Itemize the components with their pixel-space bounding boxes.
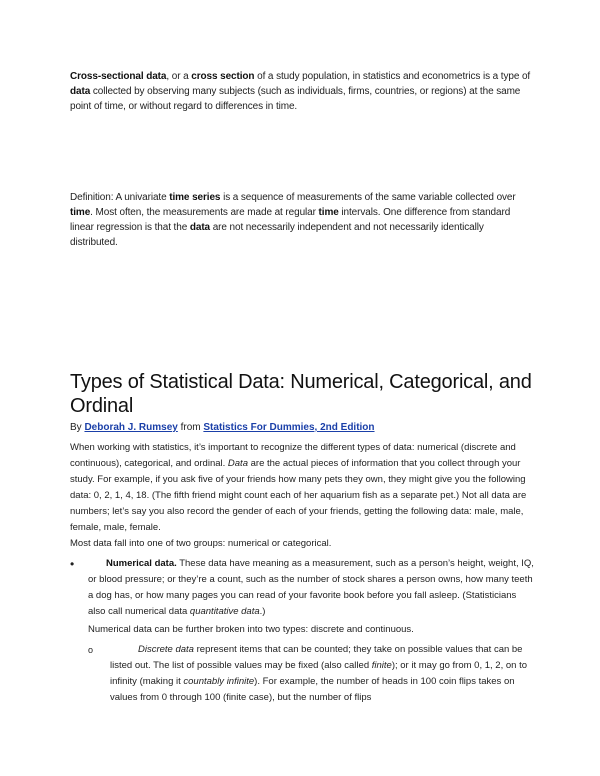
bullet-icon: • [70,557,75,571]
groups-paragraph: Most data fall into one of two groups: numerical or categorical. [70,538,332,549]
time-series-definition: Definition: A univariate time series is a sequence of measurements of the same variable collected over time. Most often, the measurements are made at regular time intervals. One difference from standard linear regression is that the data are not necessarily independent and not necessarily identically distributed. [70,192,516,248]
author-link[interactable]: Deborah J. Rumsey [84,422,178,433]
numerical-subtypes-paragraph: Numerical data can be further broken into two types: discrete and continuous. [88,624,414,635]
discrete-data-text: Discrete data represent items that can be counted; they take on possible values that can be listed out. The list of possible values may be fixed (also called finite); or it may go from 0, 1, 2, on to infinity (making it countably infinite). For example, the number of heads in 100 coin flips takes on values from 0 through 100 (finite case), but the number of flips [110,644,527,703]
book-link[interactable]: Statistics For Dummies, 2nd Edition [203,422,375,433]
article-title: Types of Statistical Data: Numerical, Categorical, and Ordinal [70,371,532,417]
byline: By Deborah J. Rumsey from Statistics For Dummies, 2nd Edition [70,422,375,433]
cross-sectional-definition: Cross-sectional data, or a cross section of a study population, in statistics and econometrics is a type of data collected by observing many subjects (such as individuals, firms, countries, or regions) at the same point of time, or without regard to differences in time. [70,71,531,112]
circle-bullet-icon: o [88,645,94,655]
numerical-data-text: Numerical data. These data have meaning as a measurement, such as a person’s height, weight, IQ, or blood pressure; or they’re a count, such as the number of stock shares a person owns, how many teeth a dog has, or how many pages you can read of your favorite book before you fall asleep. (Statisticians also call numerical data quantitative data.) [88,558,534,617]
intro-paragraph: When working with statistics, it’s important to recognize the different types of data: numerical (discrete and continuous), categorical, and ordinal. Data are the actual pieces of information that you collect through your study. For example, if you ask five of your friends how many pets they own, they might give you the following data: 0, 2, 1, 4, 18. (The fifth friend might count each of her aquarium fish as a separate pet.) Not all data are numbers; let’s say you also record the gender of each of your friends, getting the following data: male, male, female, male, female. [70,442,527,533]
